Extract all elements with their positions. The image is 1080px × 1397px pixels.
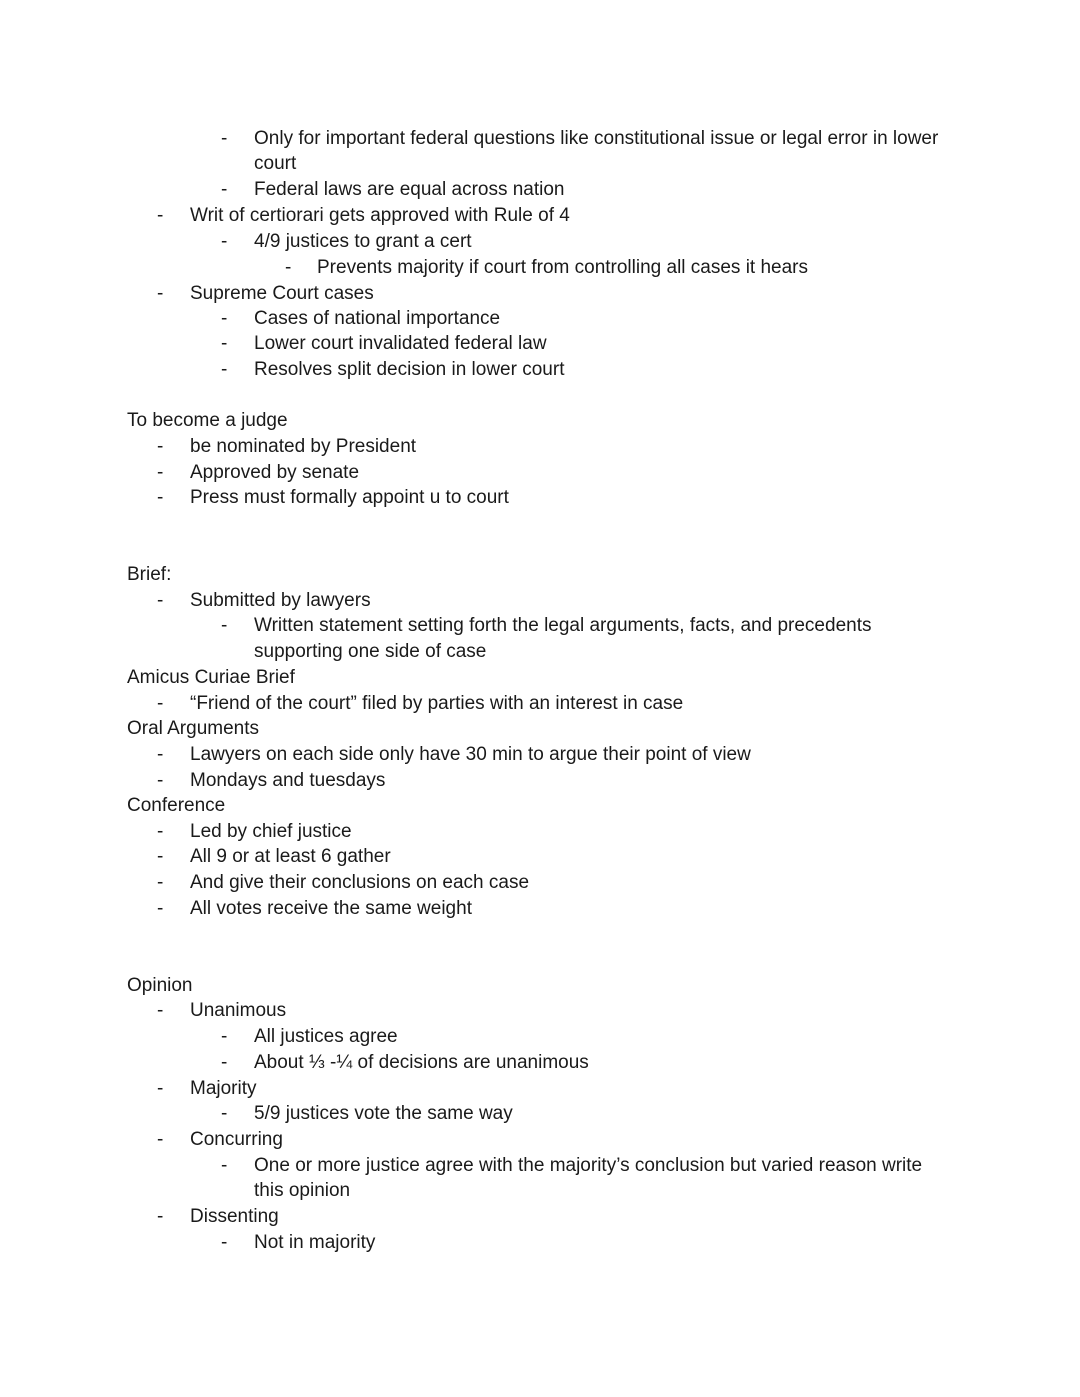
bullet-dash: - — [221, 1232, 228, 1253]
line-text: Lower court invalidated federal law — [254, 333, 547, 354]
line-text: One or more justice agree with the majority’s conclusion but varied reason write — [254, 1155, 923, 1176]
bullet-dash: - — [157, 1000, 164, 1021]
line-text: 5/9 justices vote the same way — [254, 1103, 513, 1124]
bullet-dash: - — [157, 487, 164, 508]
bullet-dash: - — [221, 128, 228, 149]
line-text: Submitted by lawyers — [190, 590, 371, 611]
line-text: Approved by senate — [190, 462, 360, 483]
line-text: court — [254, 153, 297, 174]
bullet-dash: - — [221, 1103, 228, 1124]
line-text: About ⅓ -¼ of decisions are unanimous — [254, 1052, 589, 1073]
line-text: Federal laws are equal across nation — [254, 179, 565, 200]
bullet-dash: - — [221, 1052, 228, 1073]
line-text: Concurring — [190, 1129, 283, 1150]
bullet-dash: - — [157, 283, 164, 304]
bullet-dash: - — [221, 333, 228, 354]
line-text: “Friend of the court” filed by parties with an interest in case — [190, 693, 684, 714]
line-text: Writ of certiorari gets approved with Rule of 4 — [190, 205, 570, 226]
line-text: Cases of national importance — [254, 308, 501, 329]
line-text: Majority — [190, 1078, 257, 1099]
line-text: To become a judge — [127, 410, 288, 431]
bullet-dash: - — [221, 1155, 228, 1176]
line-text: this opinion — [254, 1180, 351, 1201]
bullet-dash: - — [157, 846, 164, 867]
bullet-dash: - — [157, 693, 164, 714]
bullet-dash: - — [157, 744, 164, 765]
line-text: Written statement setting forth the legal arguments, facts, and precedents — [254, 615, 872, 636]
bullet-dash: - — [221, 308, 228, 329]
line-text: Opinion — [127, 975, 193, 996]
line-text: Resolves split decision in lower court — [254, 359, 565, 380]
line-text: Brief: — [127, 564, 172, 585]
bullet-dash: - — [221, 615, 228, 636]
line-text: Dissenting — [190, 1206, 279, 1227]
bullet-dash: - — [157, 205, 164, 226]
line-text: Led by chief justice — [190, 821, 352, 842]
bullet-dash: - — [157, 436, 164, 457]
line-text: Conference — [127, 795, 226, 816]
line-text: Lawyers on each side only have 30 min to argue their point of view — [190, 744, 751, 765]
line-text: All justices agree — [254, 1026, 398, 1047]
line-text: Prevents majority if court from controlling all cases it hears — [317, 257, 809, 278]
bullet-dash: - — [221, 1026, 228, 1047]
line-text: supporting one side of case — [254, 641, 487, 662]
line-text: And give their conclusions on each case — [190, 872, 530, 893]
bullet-dash: - — [221, 359, 228, 380]
bullet-dash: - — [157, 872, 164, 893]
bullet-dash: - — [221, 231, 228, 252]
bullet-dash: - — [157, 590, 164, 611]
bullet-dash: - — [157, 898, 164, 919]
bullet-dash: - — [157, 1206, 164, 1227]
bullet-dash: - — [221, 179, 228, 200]
line-text: Press must formally appoint u to court — [190, 487, 509, 508]
line-text: All votes receive the same weight — [190, 898, 472, 919]
line-text: 4/9 justices to grant a cert — [254, 231, 472, 252]
bullet-dash: - — [157, 1078, 164, 1099]
line-text: Not in majority — [254, 1232, 376, 1253]
line-text: Only for important federal questions like constitutional issue or legal error in lower — [254, 128, 939, 149]
line-text: Amicus Curiae Brief — [127, 667, 295, 688]
line-text: Supreme Court cases — [190, 283, 374, 304]
bullet-dash: - — [157, 1129, 164, 1150]
bullet-dash: - — [285, 257, 292, 278]
line-text: Mondays and tuesdays — [190, 770, 386, 791]
line-text: be nominated by President — [190, 436, 417, 457]
line-text: All 9 or at least 6 gather — [190, 846, 391, 867]
line-text: Unanimous — [190, 1000, 287, 1021]
line-text: Oral Arguments — [127, 718, 259, 739]
bullet-dash: - — [157, 821, 164, 842]
bullet-dash: - — [157, 462, 164, 483]
bullet-dash: - — [157, 770, 164, 791]
